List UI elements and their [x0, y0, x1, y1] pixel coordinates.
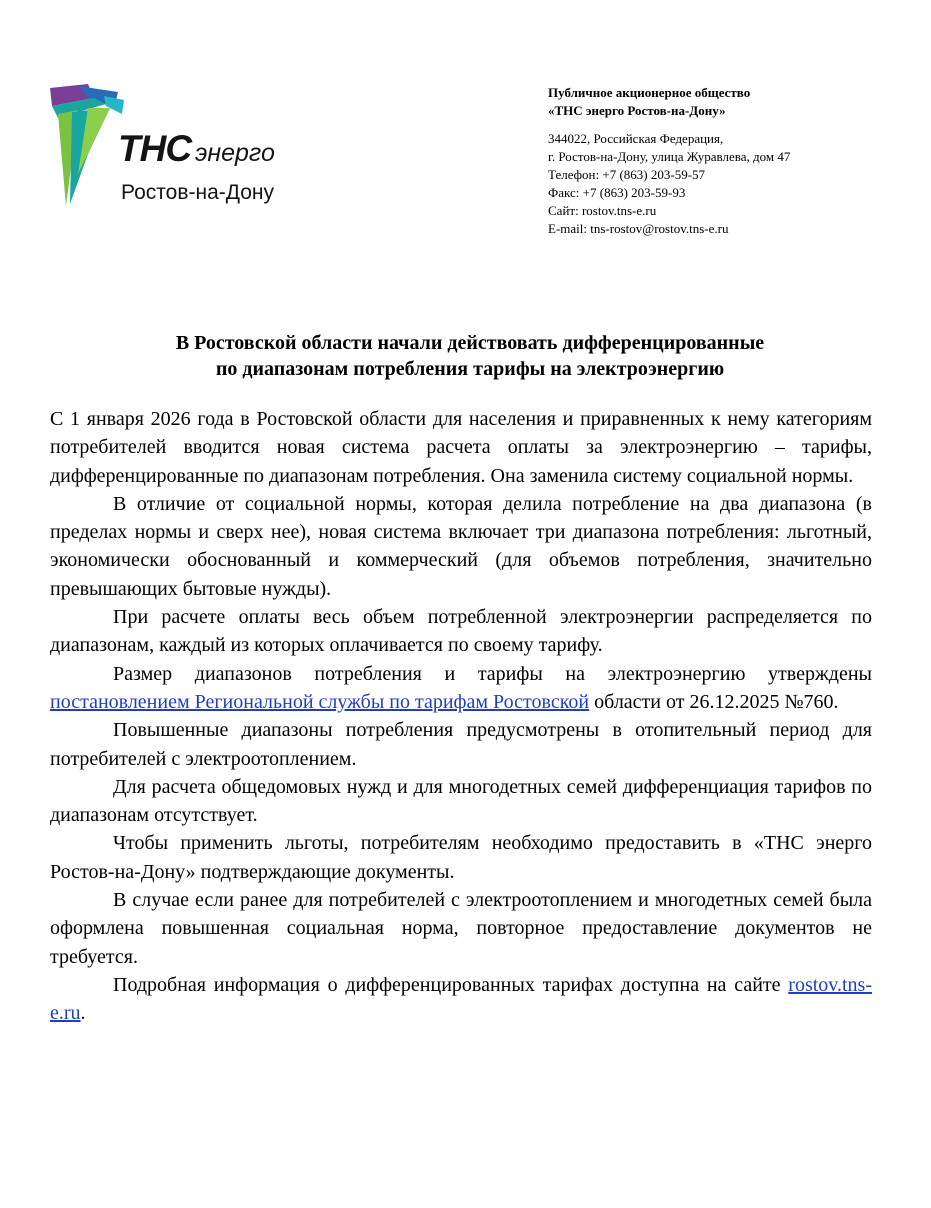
paragraph-7: Чтобы применить льготы, потребителям необходимо предоставить в «ТНС энерго Ростов-на-Дону» подтверждающие документы. [50, 832, 872, 883]
paragraph-5: Повышенные диапазоны потребления предусмотрены в отопительный период для потребителей с электроотоплением. [50, 719, 872, 770]
paragraph-4 [50, 660, 872, 717]
website-link[interactable]: rostov.tns-e.ru [50, 973, 872, 1025]
document-title-line2: по диапазонам потребления тарифы на электроэнергию [215, 358, 725, 380]
company-logo [48, 84, 348, 214]
logo-tns-text: ТНС [118, 128, 192, 169]
paragraph-4-text-before: Размер диапазонов потребления и тарифы на электроэнергию утверждены [113, 662, 872, 685]
logo-wordmark [118, 130, 275, 167]
paragraph-2: В отличие от социальной нормы, которая делила потребление на два диапазона (в пределах нормы и сверх нее), новая система включает три диапазона потребления: льготный, экономически обоснованный и коммерческий (для объемов потребления, значительно превышающих бытовые нужды). [50, 492, 872, 600]
company-email: E-mail: tns-rostov@rostov.tns-e.ru [548, 221, 729, 236]
resolution-link[interactable]: постановлением Региональной службы по тарифам Ростовской [50, 690, 590, 713]
company-details [548, 84, 918, 238]
paragraph-9 [50, 971, 872, 1028]
company-name-line1: Публичное акционерное общество [548, 85, 751, 100]
paragraph-8: В случае если ранее для потребителей с электроотоплением и многодетных семей была оформлена повышенная социальная норма, повторное предоставление документов не требуется. [50, 889, 872, 968]
paragraph-3: При расчете оплаты весь объем потребленной электроэнергии распределяется по диапазонам, каждый из которых оплачивается по своему тарифу. [50, 606, 872, 657]
tns-emblem-icon [48, 84, 128, 209]
paragraph-6: Для расчета общедомовых нужд и для многодетных семей дифференциация тарифов по диапазонам отсутствует. [50, 775, 872, 827]
document-title-line1: В Ростовской области начали действовать дифференцированные [175, 332, 765, 354]
document-title [40, 330, 900, 382]
company-address-line2: г. Ростов-на-Дону, улица Журавлева, дом 47 [548, 149, 791, 164]
logo-energo-text: энерго [195, 139, 275, 167]
document-body [50, 405, 872, 1028]
paragraph-1: С 1 января 2026 года в Ростовской области для населения и приравненных к нему категориям потребителей вводится новая система расчета оплаты за электроэнергию – тарифы, дифференцированные по диапазонам потребления. Она заменила систему социальной нормы. [50, 408, 872, 487]
company-address-line1: 344022, Российская Федерация, [548, 131, 724, 146]
company-site: Сайт: rostov.tns-e.ru [548, 203, 657, 218]
paragraph-9-text-before: Подробная информация о дифференцированных тарифах доступна на сайте [113, 973, 789, 996]
paragraph-4-text-after: области от 26.12.2025 №760. [589, 690, 839, 713]
logo-city-text: Ростов-на-Дону [121, 181, 274, 204]
company-fax: Факс: +7 (863) 203-59-93 [548, 185, 686, 200]
company-name-line2: «ТНС энерго Ростов-на-Дону» [548, 103, 726, 118]
paragraph-9-text-after: . [80, 1002, 86, 1025]
company-phone: Телефон: +7 (863) 203-59-57 [548, 167, 706, 182]
